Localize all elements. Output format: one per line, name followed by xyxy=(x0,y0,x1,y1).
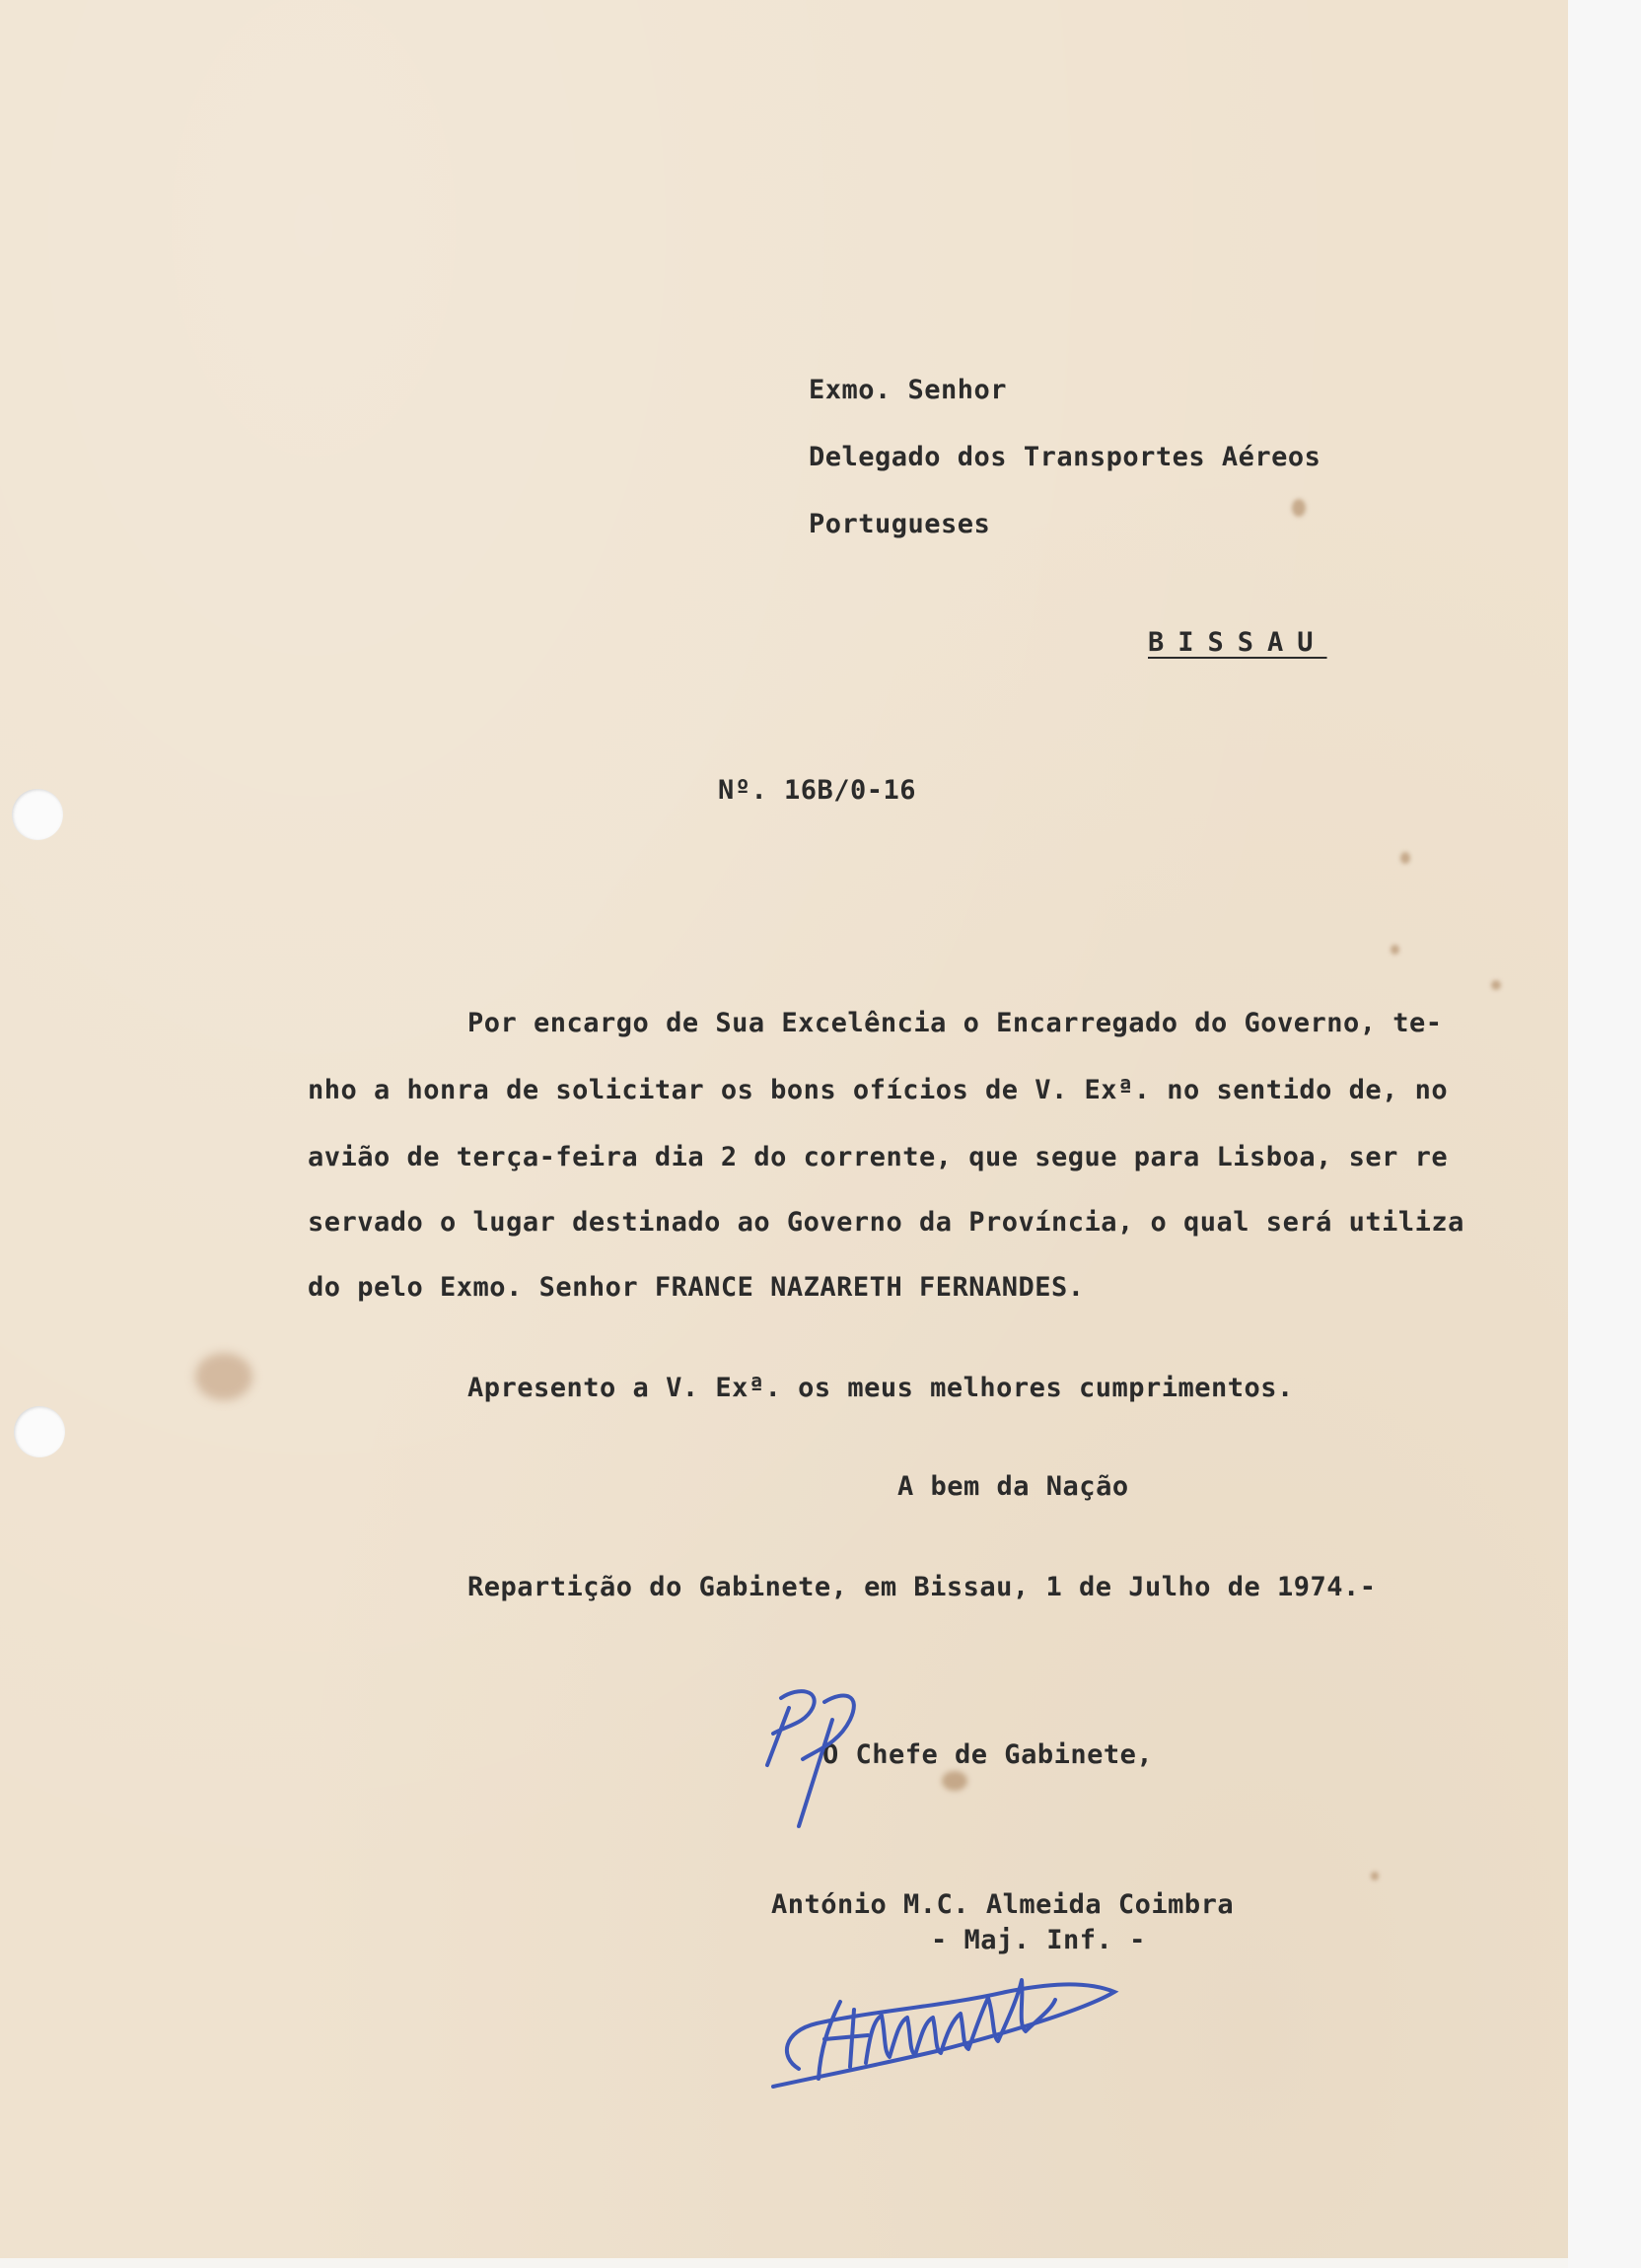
stain-dot xyxy=(1292,499,1306,517)
punch-hole-bottom xyxy=(14,1406,65,1457)
addressee-line-3: Portugueses xyxy=(809,509,991,539)
scan-background xyxy=(1568,0,1641,2268)
stain-dot xyxy=(1400,852,1410,864)
handwritten-signature xyxy=(759,1941,1134,2118)
body-line-5: do pelo Exmo. Senhor FRANCE NAZARETH FERNANDES. xyxy=(308,1272,1085,1303)
signatory-rank: - Maj. Inf. - xyxy=(931,1925,1146,1955)
body-closing-paragraph: Apresento a V. Exª. os meus melhores cumprimentos. xyxy=(467,1373,1294,1403)
signatory-title: O Chefe de Gabinete, xyxy=(822,1739,1154,1770)
stain-dot xyxy=(1491,980,1501,990)
stain-dot xyxy=(1371,1872,1379,1880)
punch-hole-top xyxy=(12,789,63,840)
signatory-name: António M.C. Almeida Coimbra xyxy=(771,1889,1235,1920)
addressee-city: BISSAU xyxy=(1148,627,1327,658)
stain-dot xyxy=(1391,945,1399,955)
place-and-date: Repartição do Gabinete, em Bissau, 1 de Julho de 1974.- xyxy=(467,1572,1377,1602)
body-line-2: nho a honra de solicitar os bons ofícios de V. Exª. no sentido de, no xyxy=(308,1075,1449,1105)
body-line-4: servado o lugar destinado ao Governo da Província, o qual será utiliza xyxy=(308,1207,1464,1238)
addressee-line-2: Delegado dos Transportes Aéreos xyxy=(809,442,1321,472)
stain-left xyxy=(195,1353,252,1400)
addressee-line-1: Exmo. Senhor xyxy=(809,375,1008,405)
stain-dot xyxy=(942,1771,967,1791)
body-line-3: avião de terça-feira dia 2 do corrente, que segue para Lisboa, ser re xyxy=(308,1142,1449,1172)
body-line-1: Por encargo de Sua Excelência o Encarregado do Governo, te- xyxy=(467,1008,1443,1038)
reference-number: Nº. 16B/0-16 xyxy=(718,775,917,806)
salutation: A bem da Nação xyxy=(897,1471,1129,1502)
